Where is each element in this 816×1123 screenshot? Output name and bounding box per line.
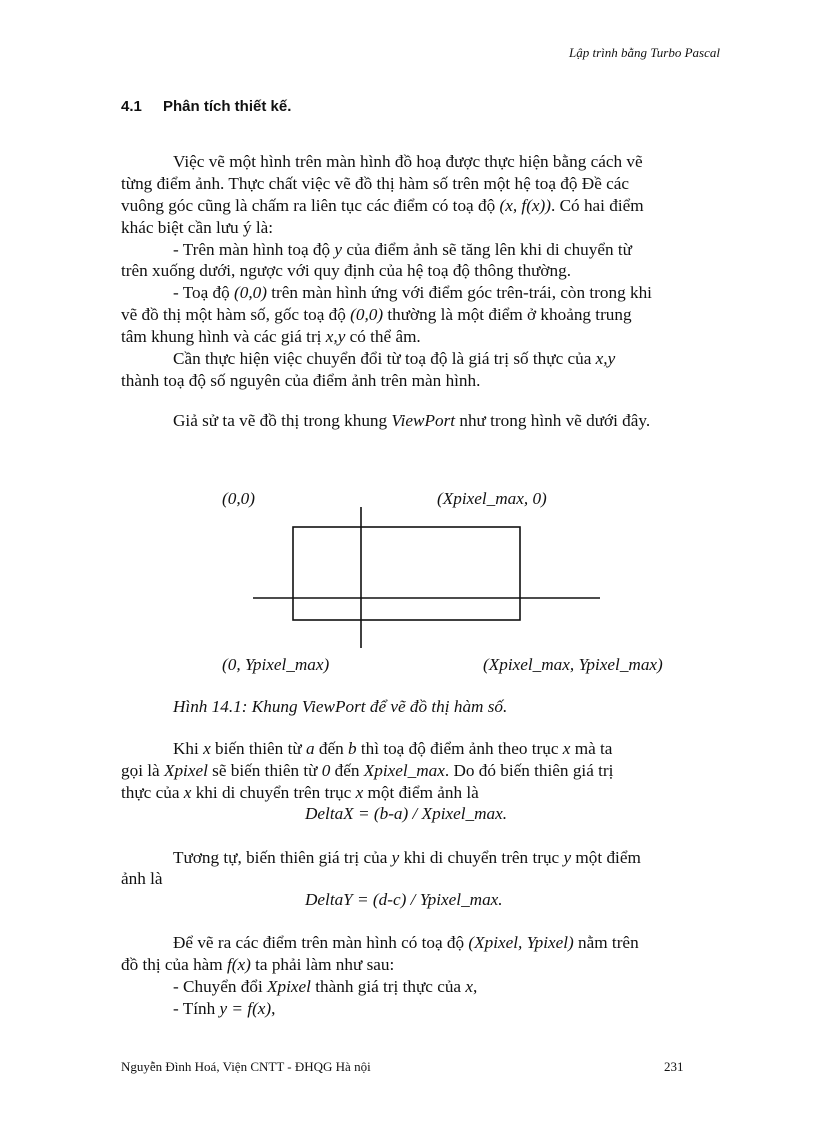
p4-line1: Cần thực hiện việc chuyển đổi từ toạ độ là giá trị số thực của x,y xyxy=(173,349,616,368)
p1-line1: Việc vẽ một hình trên màn hình đồ hoạ được thực hiện bằng cách vẽ xyxy=(173,152,643,171)
label-top-left: (0,0) xyxy=(222,489,255,508)
formula-deltax: DeltaX = (b-a) / Xpixel_max. xyxy=(305,804,508,823)
p7-line1: Tương tự, biến thiên giá trị của y khi di chuyển trên trục y một điểm xyxy=(173,848,641,867)
label-top-right: (Xpixel_max, 0) xyxy=(437,489,547,508)
p6-line3: thực của x khi di chuyển trên trục x một điểm ảnh là xyxy=(121,783,479,802)
p3-line1: - Toạ độ (0,0) trên màn hình ứng với điểm góc trên-trái, còn trong khi xyxy=(173,283,652,302)
figure-caption: Hình 14.1: Khung ViewPort để vẽ đồ thị hàm số. xyxy=(173,697,508,716)
section-title: Phân tích thiết kế. xyxy=(163,98,292,115)
p6-line2: gọi là Xpixel sẽ biến thiên từ 0 đến Xpixel_max. Do đó biến thiên giá trị xyxy=(121,761,614,780)
p8-line1: Để vẽ ra các điểm trên màn hình có toạ độ (Xpixel, Ypixel) nằm trên xyxy=(173,933,639,952)
p1-line3: vuông góc cũng là chấm ra liên tục các điểm có toạ độ (x, f(x)). Có hai điểm xyxy=(121,196,644,215)
running-header: Lập trình bằng Turbo Pascal xyxy=(569,45,720,60)
p8-line4: - Tính y = f(x), xyxy=(173,999,276,1018)
p2-line2: trên xuống dưới, ngược với quy định của hệ toạ độ thông thường. xyxy=(121,261,572,280)
label-bottom-left: (0, Ypixel_max) xyxy=(222,655,330,674)
p3-line3: tâm khung hình và các giá trị x,y có thể âm. xyxy=(121,327,421,346)
p1-line4: khác biệt cần lưu ý là: xyxy=(121,218,274,237)
p3-line2: vẽ đồ thị một hàm số, gốc toạ độ (0,0) thường là một điểm ở khoảng trung xyxy=(121,305,632,324)
p8-line3: - Chuyển đổi Xpixel thành giá trị thực của x, xyxy=(173,977,478,996)
page-number: 231 xyxy=(664,1059,684,1074)
formula-deltay: DeltaY = (d-c) / Ypixel_max. xyxy=(305,890,503,909)
p1-line2: từng điểm ảnh. Thực chất việc vẽ đồ thị hàm số trên một hệ toạ độ Đề các xyxy=(121,174,630,193)
p5-line1: Giả sử ta vẽ đồ thị trong khung ViewPort như trong hình vẽ dưới đây. xyxy=(173,411,651,430)
p2-line1: - Trên màn hình toạ độ y của điểm ảnh sẽ tăng lên khi di chuyển từ xyxy=(173,240,632,259)
section-number: 4.1 xyxy=(121,98,142,115)
p6-line1: Khi x biến thiên từ a đến b thì toạ độ điểm ảnh theo trục x mà ta xyxy=(173,739,613,758)
footer-author: Nguyễn Đình Hoá, Viện CNTT - ĐHQG Hà nội xyxy=(121,1059,371,1074)
label-bottom-right: (Xpixel_max, Ypixel_max) xyxy=(483,655,663,674)
p7-line2: ảnh là xyxy=(121,869,163,888)
p4-line2: thành toạ độ số nguyên của điểm ảnh trên màn hình. xyxy=(121,371,481,390)
viewport-frame xyxy=(293,527,520,620)
p8-line2: đồ thị của hàm f(x) ta phải làm như sau: xyxy=(121,955,395,974)
